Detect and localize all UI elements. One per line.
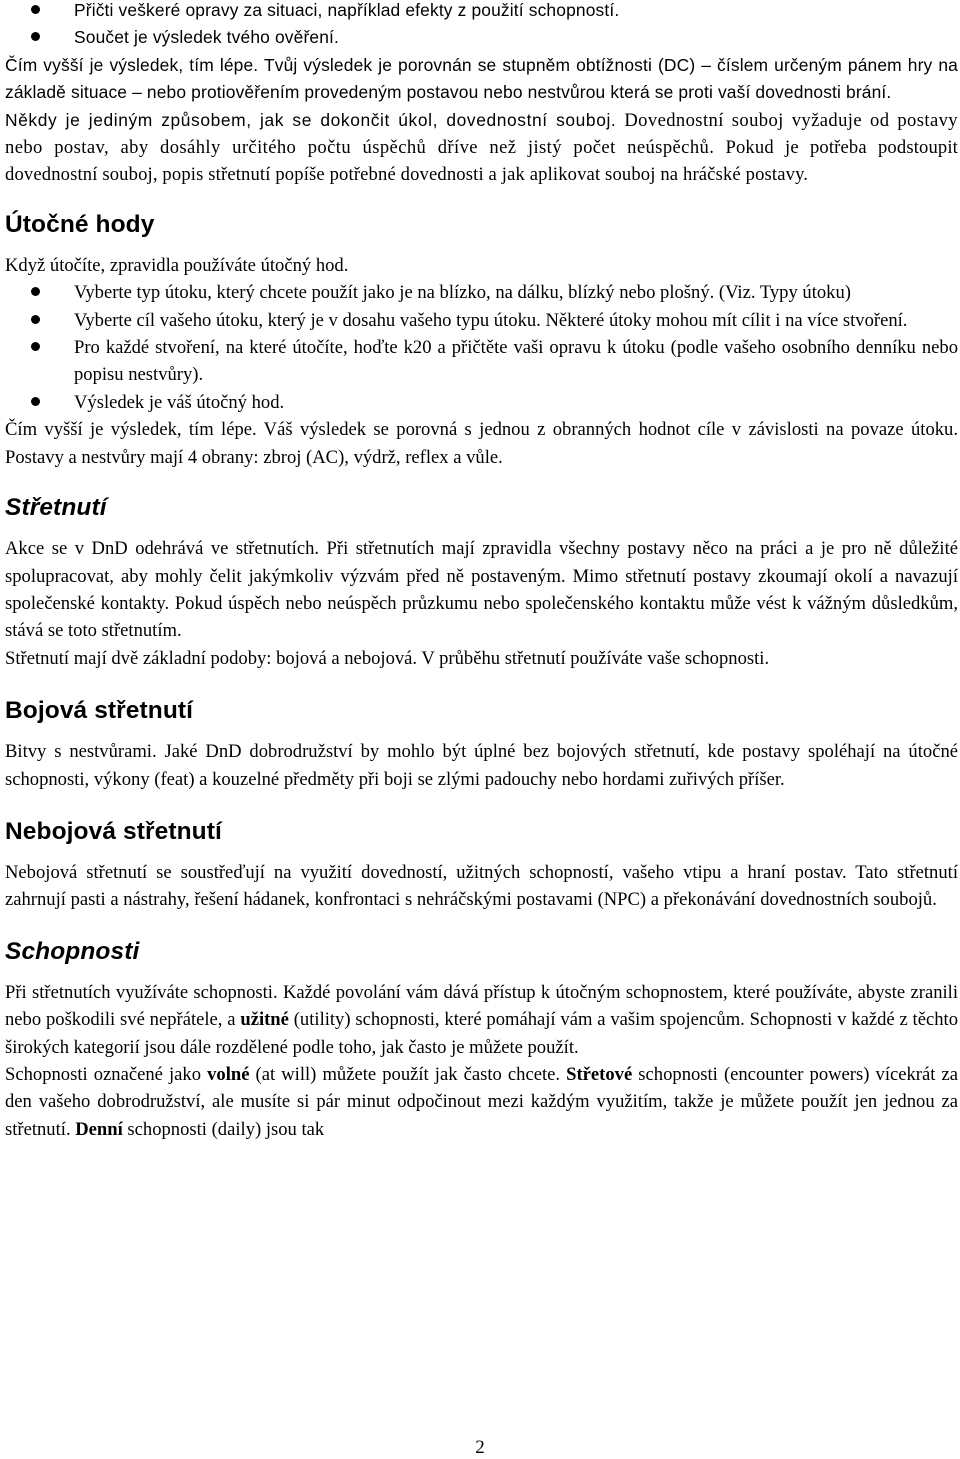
- page-number: 2: [475, 1437, 485, 1458]
- skill-challenge-paragraph: Někdy je jediným způsobem, jak se dokončit úkol, dovednostní souboj. Dovednostní souboj vyžaduje od postavy nebo postav, aby dosáhly určitého počtu úspěchů dříve než jistý počet neúspěchů. Pokud je potřeba podstoupit dovednostní souboj, popis střetnutí popíše potřebné dovednosti a jak aplikovat souboj na hráčské postavy.: [5, 109, 959, 186]
- list-item: Výsledek je váš útočný hod.: [5, 389, 958, 416]
- top-bullet-list: [5, 0, 958, 52]
- combat-paragraph: Bitvy s nestvůrami. Jaké DnD dobrodružství by mohlo být úplné bez bojových střetnutí, kde postavy spoléhají na útočné schopnosti, výkony (feat) a kouzelné předměty při boji se zlými padouchy nebo hordami zuřivých příšer.: [5, 741, 958, 790]
- bullet-icon: [31, 342, 40, 351]
- noncombat-paragraph: Nebojová střetnutí se soustřeďují na využití dovedností, užitných schopností, vašeho vtipu a hraní postav. Tato střetnutí zahrnují pasti a nástrahy, řešení hádanek, konfrontaci s nehráčskými postavami (NPC) a překonávání dovednostních soubojů.: [5, 861, 958, 911]
- attack-intro: Když útočíte, zpravidla používáte útočný hod.: [5, 254, 349, 276]
- document-page: [5, 0, 958, 1143]
- list-item: Vyberte cíl vašeho útoku, který je v dosahu vašeho typu útoku. Některé útoky mohou mít cílit i na více stvoření.: [5, 307, 958, 334]
- bullet-icon: [31, 397, 40, 406]
- list-item: Vyberte typ útoku, který chcete použít jako je na blízko, na dálku, blízký nebo plošný. (Viz. Typy útoku): [5, 279, 958, 306]
- section-heading-powers: Schopnosti: [5, 937, 140, 965]
- bullet-icon: [31, 32, 40, 41]
- attack-bullet-list: [5, 279, 958, 416]
- encounters-paragraph-2: Střetnutí mají dvě základní podoby: bojová a nebojová. V průběhu střetnutí používáte vaše schopnosti.: [5, 647, 770, 669]
- result-paragraph: Čím vyšší je výsledek, tím lépe. Tvůj výsledek je porovnán se stupněm obtížnosti (DC) – číslem určeným pánem hry na základě situace – nebo protiověřením provedeným postavou nebo nestvůrou která se proti vaší dovednosti brání.: [5, 54, 958, 103]
- list-item: Součet je výsledek tvého ověření.: [5, 24, 958, 51]
- list-item: Pro každé stvoření, na které útočíte, hoďte k20 a přičtěte vaši opravu k útoku (podle vašeho osobního denníku nebo popisu nestvůry).: [5, 334, 958, 389]
- list-item: Přičti veškeré opravy za situaci, například efekty z použití schopností.: [5, 0, 958, 24]
- bullet-icon: [31, 315, 40, 324]
- attack-outro: Čím vyšší je výsledek, tím lépe. Váš výsledek se porovná s jednou z obranných hodnot cíle v závislosti na povaze útoku. Postavy a nestvůry mají 4 obrany: zbroj (AC), výdrž, reflex a vůle.: [5, 419, 958, 468]
- section-heading-encounters: Střetnutí: [5, 494, 107, 522]
- powers-paragraph-2: Schopnosti označené jako volné (at will) můžete použít jak často chcete. Střetové schopnosti (encounter powers) vícekrát za den vašeho dobrodružství, ale musíte si pár minut odpočinout mezi každým využitím, takže je můžete použít jen jednou za střetnutí. Denní schopnosti (daily) jsou tak: [5, 1063, 958, 1140]
- powers-paragraph-1: Při střetnutích využíváte schopnosti. Každé povolání vám dává přístup k útočným schopnostem, které používáte, abyste zranili nebo poškodili své nepřátele, a užitné (utility) schopnosti, které pomáhají vám a vašim spojencům. Schopnosti v každé z těchto širokých kategorií jsou dále rozdělené podle toho, jak často je můžete použít.: [5, 981, 958, 1058]
- section-heading-combat-encounters: Bojová střetnutí: [5, 697, 194, 725]
- bullet-icon: [31, 5, 40, 14]
- section-heading-attack-rolls: Útočné hody: [5, 210, 155, 238]
- encounters-paragraph-1: Akce se v DnD odehrává ve střetnutích. Při střetnutích mají zpravidla všechny postavy něco na práci a je pro ně důležité spolupracovat, aby mohly čelit jakýmkoliv výzvám před ně postaveným. Mimo střetnutí postavy zkoumají okolí a navazují společenské kontakty. Pokud úspěch nebo neúspěch průzkumu nebo společenského kontaktu může vést k vážným důsledkům, stává se toto střetnutím.: [5, 538, 958, 642]
- bullet-icon: [31, 287, 40, 296]
- section-heading-noncombat-encounters: Nebojová střetnutí: [5, 817, 222, 845]
